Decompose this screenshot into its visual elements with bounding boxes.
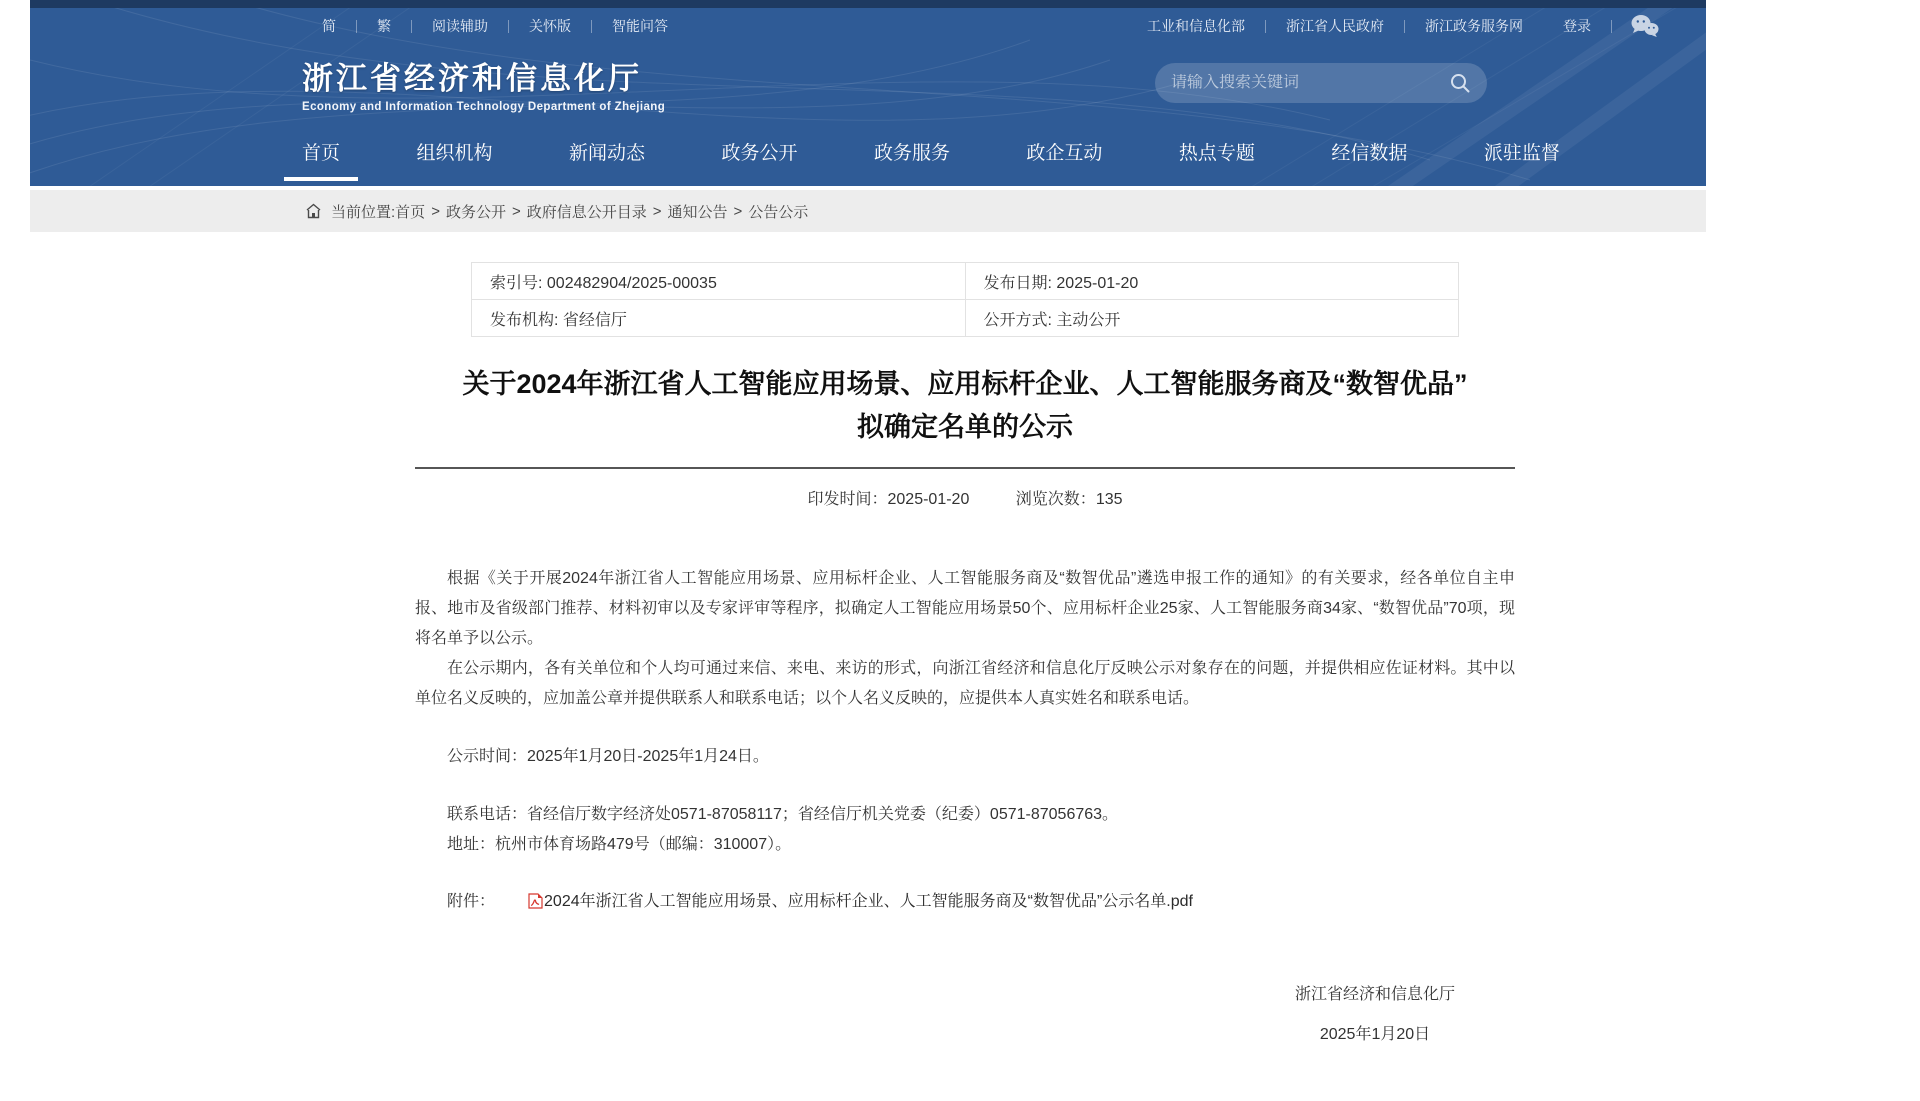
signature-agency: 浙江省经济和信息化厅 — [1294, 986, 1455, 1003]
link-simplified-chinese[interactable]: 简 — [322, 18, 336, 34]
print-time-value: 2025-01-20 — [887, 491, 970, 508]
article-title — [415, 363, 1515, 449]
meta-method-value: 主动公开 — [1056, 311, 1121, 329]
article-content — [415, 262, 1515, 1080]
breadcrumb-separator: > — [652, 202, 662, 220]
article-title-line2: 拟确定名单的公示 — [857, 412, 1073, 442]
link-miit[interactable]: 工业和信息化部 — [1147, 18, 1245, 34]
nav-item-gov-disclosure[interactable]: 政务公开 — [721, 142, 798, 164]
breadcrumb-notices[interactable]: 通知公告 — [667, 203, 728, 221]
divider — [1611, 20, 1612, 33]
nav-item-gov-services[interactable]: 政务服务 — [873, 142, 950, 164]
search-icon[interactable] — [1449, 72, 1471, 94]
link-reading-aid[interactable]: 阅读辅助 — [432, 18, 488, 34]
article-title-line1: 关于2024年浙江省人工智能应用场景、应用标杆企业、人工智能服务商及“数智优品” — [462, 369, 1468, 399]
paragraph-address: 地址：杭州市体育场路479号（邮编：310007）。 — [447, 836, 792, 853]
utility-links-right — [1127, 14, 1660, 38]
attachment-link[interactable]: 2024年浙江省人工智能应用场景、应用标杆企业、人工智能服务商及“数智优品”公示名单.pdf — [544, 893, 1193, 910]
views-value: 135 — [1095, 491, 1123, 508]
meta-method-label: 公开方式: — [983, 311, 1052, 329]
paragraph-publicity-period: 公示时间：2025年1月20日-2025年1月24日。 — [447, 748, 769, 765]
utility-links-left — [302, 16, 688, 36]
site-logo[interactable] — [302, 53, 665, 113]
meta-date-cell — [965, 263, 1459, 300]
signature-inner — [1295, 980, 1455, 1050]
breadcrumb-info-catalog[interactable]: 政府信息公开目录 — [526, 203, 647, 221]
breadcrumb-prefix: 当前位置: — [331, 203, 396, 221]
meta-agency-cell — [472, 300, 966, 337]
link-smart-qa[interactable]: 智能问答 — [612, 18, 668, 34]
nav-item-home[interactable]: 首页 — [302, 138, 340, 167]
paragraph-contact-phone: 联系电话：省经信厅数字经济处0571-87058117；省经信厅机关党委（纪委）0571-87056763。 — [447, 806, 1119, 823]
site-header — [30, 0, 1706, 186]
header-main — [30, 44, 1706, 118]
site-title: 浙江省经济和信息化厅 — [302, 61, 642, 96]
wechat-icon[interactable] — [1630, 14, 1660, 38]
nav-item-supervision[interactable]: 派驻监督 — [1483, 142, 1560, 164]
meta-method-cell — [965, 300, 1459, 337]
pdf-icon — [496, 893, 543, 914]
breadcrumb-announcements[interactable]: 公告公示 — [748, 203, 809, 221]
nav-item-news[interactable]: 新闻动态 — [568, 142, 645, 164]
nav-item-interaction[interactable]: 政企互动 — [1026, 142, 1103, 164]
link-zhejiang-gov[interactable]: 浙江省人民政府 — [1286, 18, 1384, 34]
utility-bar — [30, 8, 1706, 44]
nav-item-industry-data[interactable]: 经信数据 — [1331, 142, 1408, 164]
article-meta-line — [415, 486, 1515, 509]
nav-item-organization[interactable]: 组织机构 — [416, 142, 493, 164]
link-login[interactable]: 登录 — [1563, 18, 1591, 34]
meta-agency-value: 省经信厅 — [562, 311, 627, 329]
meta-agency-label: 发布机构: — [490, 311, 559, 329]
search-input[interactable] — [1171, 74, 1449, 92]
meta-index-value: 002482904/2025-00035 — [546, 274, 717, 292]
search-box — [1155, 63, 1487, 103]
views-label: 浏览次数： — [1015, 491, 1096, 508]
link-traditional-chinese[interactable]: 繁 — [377, 18, 391, 34]
home-icon — [305, 203, 322, 219]
article-body — [415, 564, 1515, 1050]
paragraph-basis: 根据《关于开展2024年浙江省人工智能应用场景、应用标杆企业、人工智能服务商及“数智优品”遴选申报工作的通知》的有关要求，经各单位自主申报、地市及省级部门推荐、材料初审以及专家评审等程序，拟确定人工智能应用场景50个、应用标杆企业25家、人工智能服务商34家、“数智优品”70项，现将名单予以公示。 — [415, 570, 1515, 647]
breadcrumb-separator: > — [511, 202, 521, 220]
meta-index-label: 索引号: — [490, 274, 543, 292]
attachment-label: 附件： — [447, 893, 496, 910]
meta-index-cell — [472, 263, 966, 300]
print-time-label: 印发时间： — [807, 491, 888, 508]
title-divider — [415, 467, 1515, 469]
paragraph-feedback: 在公示期内，各有关单位和个人均可通过来信、来电、来访的形式，向浙江省经济和信息化厅反映公示对象存在的问题，并提供相应佐证材料。其中以单位名义反映的，应加盖公章并提供联系人和联系电话；以个人名义反映的，应提供本人真实姓名和联系电话。 — [415, 660, 1515, 707]
document-meta-table — [471, 262, 1459, 337]
signature-date: 2025年1月20日 — [1319, 1026, 1431, 1043]
breadcrumb-home[interactable]: 首页 — [395, 203, 426, 221]
nav-item-hot-topics[interactable]: 热点专题 — [1178, 142, 1255, 164]
breadcrumb — [30, 190, 1706, 232]
table-row — [472, 300, 1459, 337]
meta-date-label: 发布日期: — [983, 274, 1052, 292]
link-zhejiang-service-net[interactable]: 浙江政务服务网 — [1425, 18, 1523, 34]
meta-date-value: 2025-01-20 — [1056, 274, 1139, 292]
signature-block — [415, 980, 1515, 1050]
table-row — [472, 263, 1459, 300]
main-nav — [30, 118, 1706, 186]
site-title-english: Economy and Information Technology Department of Zhejiang — [302, 101, 666, 113]
window-top-strip — [30, 0, 1706, 8]
attachment-row — [415, 888, 1515, 914]
page — [30, 0, 1706, 1080]
breadcrumb-gov-disclosure[interactable]: 政务公开 — [445, 203, 506, 221]
breadcrumb-separator: > — [733, 202, 743, 220]
link-care-version[interactable]: 关怀版 — [529, 18, 571, 34]
breadcrumb-separator: > — [431, 202, 440, 220]
